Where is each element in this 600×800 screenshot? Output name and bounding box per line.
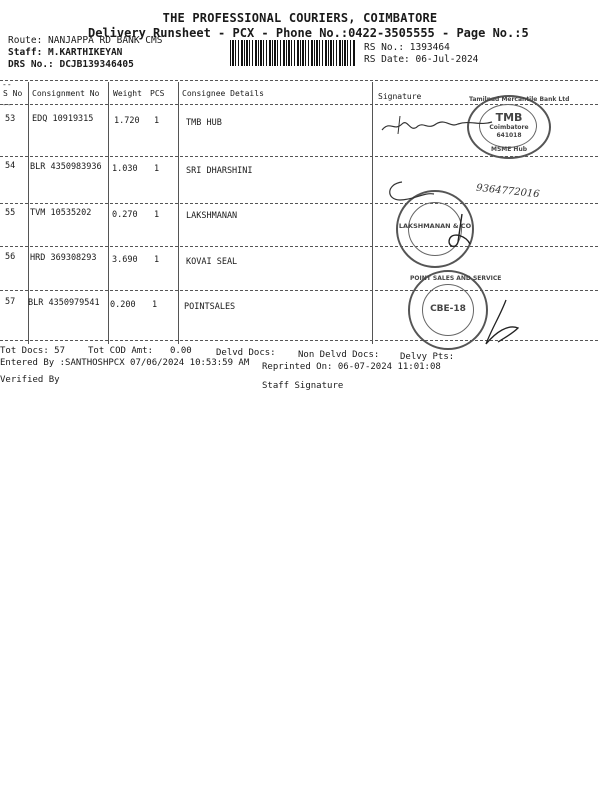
dash-mark-bottom: -- xyxy=(2,100,12,109)
rs-date: RS Date: 06-Jul-2024 xyxy=(364,54,479,65)
row-weight: 1.030 xyxy=(112,164,138,174)
row-sno: 54 xyxy=(5,161,16,171)
row-pcs: 1 xyxy=(154,255,160,265)
col-header-weight: Weight xyxy=(113,89,142,98)
runsheet-title: Delivery Runsheet - PCX - Phone No.:0422-3505555 - Page No.:5 xyxy=(88,26,529,40)
signature-row-57 xyxy=(478,298,528,354)
row-pcs: 1 xyxy=(154,210,160,220)
row-consignment: BLR 4350979541 xyxy=(28,298,100,308)
row-sno: 55 xyxy=(5,208,16,218)
lakshmanan-stamp: LAKSHMANAN & CO xyxy=(396,190,474,268)
row-consignee: POINTSALES xyxy=(184,302,236,312)
col-divider xyxy=(108,82,109,344)
row-weight: 0.270 xyxy=(112,210,138,220)
row-consignee: SRI DHARSHINI xyxy=(186,166,253,176)
col-header-pcs: PCS xyxy=(150,89,165,98)
delivery-points: Delvy Pts: xyxy=(400,352,455,362)
row-consignment: TVM 10535202 xyxy=(30,208,92,218)
row-consignee: TMB HUB xyxy=(186,118,222,128)
header-rule-top xyxy=(0,80,598,81)
signature-row-53 xyxy=(380,112,500,142)
row-weight: 0.200 xyxy=(110,300,136,310)
dash-mark-top: -- xyxy=(2,80,12,89)
row-consignment: EDQ 10919315 xyxy=(32,114,94,124)
row-sno: 57 xyxy=(5,297,16,307)
col-header-signature: Signature xyxy=(378,92,422,101)
row-pcs: 1 xyxy=(154,116,160,126)
row-rule xyxy=(0,290,598,291)
staff-label: Staff: M.KARTHIKEYAN xyxy=(8,47,123,58)
delivered-docs: Delvd Docs: xyxy=(216,348,276,358)
row-consignee: KOVAI SEAL xyxy=(186,257,238,267)
tmb-stamp: Tamilnad Mercantile Bank Ltd TMB Coimbatore 641018 MSME Hub xyxy=(467,95,551,159)
row-consignment: HRD 369308293 xyxy=(30,253,97,263)
row-sno: 53 xyxy=(5,114,16,124)
total-cod-value: 0.00 xyxy=(170,346,192,356)
route-label: Route: NANJAPPA RD BANK CMS xyxy=(8,35,163,46)
reprinted-on: Reprinted On: 06-07-2024 11:01:08 xyxy=(262,362,441,372)
row-pcs: 1 xyxy=(154,164,160,174)
row-sno: 56 xyxy=(5,252,16,262)
handwritten-phone: 9364772016 xyxy=(475,182,541,201)
company-title: THE PROFESSIONAL COURIERS, COIMBATORE xyxy=(162,11,438,25)
entered-by: Entered By :SANTHOSHPCX 07/06/2024 10:53:59 AM xyxy=(0,358,250,368)
col-header-consignee: Consignee Details xyxy=(182,89,264,98)
point-sales-stamp: POINT SALES AND SERVICE CBE-18 xyxy=(408,270,488,350)
row-consignee: LAKSHMANAN xyxy=(186,211,238,221)
verified-by: Verified By xyxy=(0,375,60,385)
total-cod-label: Tot COD Amt: xyxy=(88,346,154,356)
signature-row-55 xyxy=(440,212,480,252)
row-pcs: 1 xyxy=(152,300,158,310)
total-docs: Tot Docs: 57 xyxy=(0,346,66,356)
col-divider xyxy=(178,82,179,344)
row-weight: 3.690 xyxy=(112,255,138,265)
rs-number: RS No.: 1393464 xyxy=(364,42,450,53)
col-header-sno: S No xyxy=(3,89,23,98)
row-weight: 1.720 xyxy=(114,116,140,126)
staff-signature: Staff Signature xyxy=(262,381,344,391)
row-rule xyxy=(0,246,598,247)
col-divider xyxy=(372,82,373,344)
drs-number: DRS No.: DCJB139346405 xyxy=(8,59,134,70)
row-consignment: BLR 4350983936 xyxy=(30,162,102,172)
col-header-consignment: Consignment No xyxy=(32,89,100,98)
non-delivered-docs: Non Delvd Docs: xyxy=(298,350,380,360)
barcode xyxy=(230,40,356,66)
